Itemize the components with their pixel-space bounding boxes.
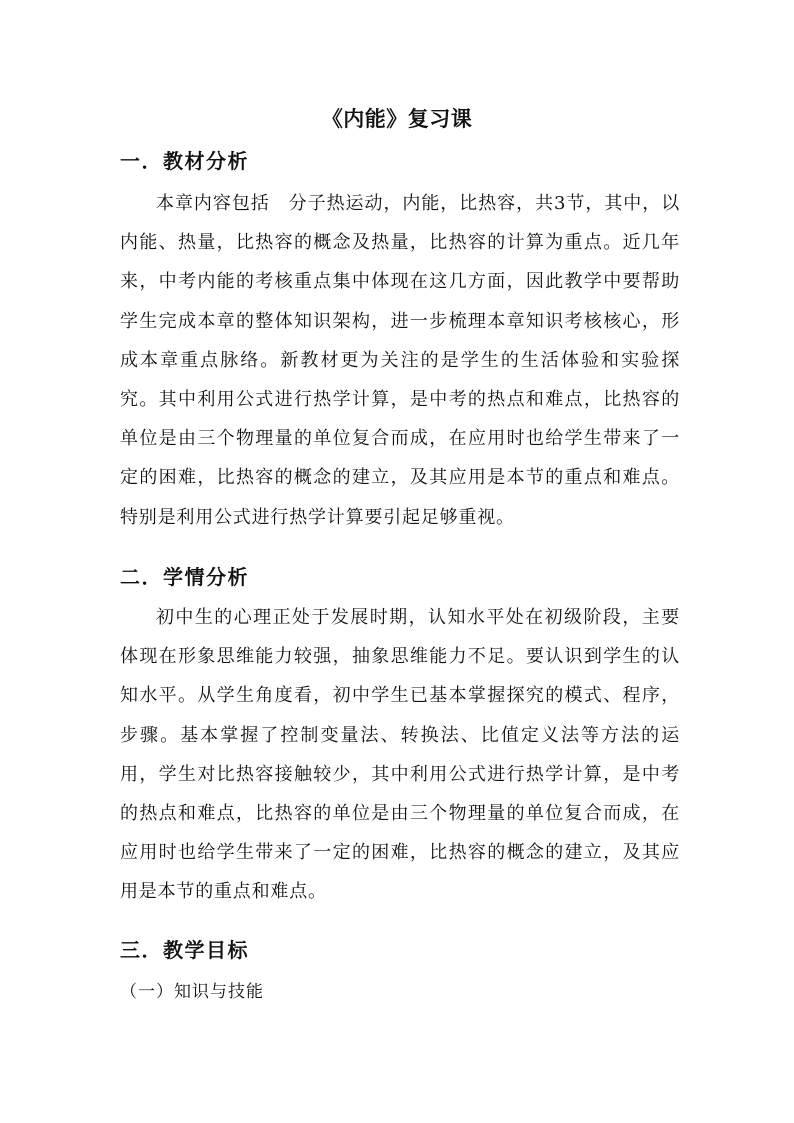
document-title: 《内能》复习课 <box>321 106 473 131</box>
section-paragraph-student-analysis: 初中生的心理正处于发展时期，认知水平处在初级阶段，主要体现在形象思维能力较强，抽象思维能力不足。要认识到学生的认知水平。从学生角度看，初中学生已基本掌握探究的模式、程序，步骤。基本掌握了控制变量法、转换法、比值定义法等方法的运用，学生对比热容接触较少，其中利用公式进行热学计算，是中考的热点和难点，比热容的单位是由三个物理量的单位复合而成，在应用时也给学生带来了一定的困难，比热容的概念的建立，及其应用是本节的重点和难点。 <box>120 607 680 903</box>
section-heading-student-analysis: 二．学情分析 <box>120 565 249 589</box>
section-heading-textbook-analysis: 一．教材分析 <box>120 149 249 173</box>
subheading-knowledge-skills: （一）知识与技能 <box>120 982 264 1002</box>
section-paragraph-textbook-analysis: 本章内容包括 分子热运动，内能，比热容，共3节，其中，以内能、热量，比热容的概念及热量，比热容的计算为重点。近几年来，中考内能的考核重点集中体现在这几方面，因此教学中要帮助学生完成本章的整体知识架构，进一步梳理本章知识考核核心，形成本章重点脉络。新教材更为关注的是学生的生活体验和实验探究。其中利用公式进行热学计算，是中考的热点和难点，比热容的单位是由三个物理量的单位复合而成，在应用时也给学生带来了一定的困难，比热容的概念的建立，及其应用是本节的重点和难点。特别是利用公式进行热学计算要引起足够重视。 <box>120 193 680 528</box>
section-heading-teaching-goals: 三．教学目标 <box>120 938 249 962</box>
